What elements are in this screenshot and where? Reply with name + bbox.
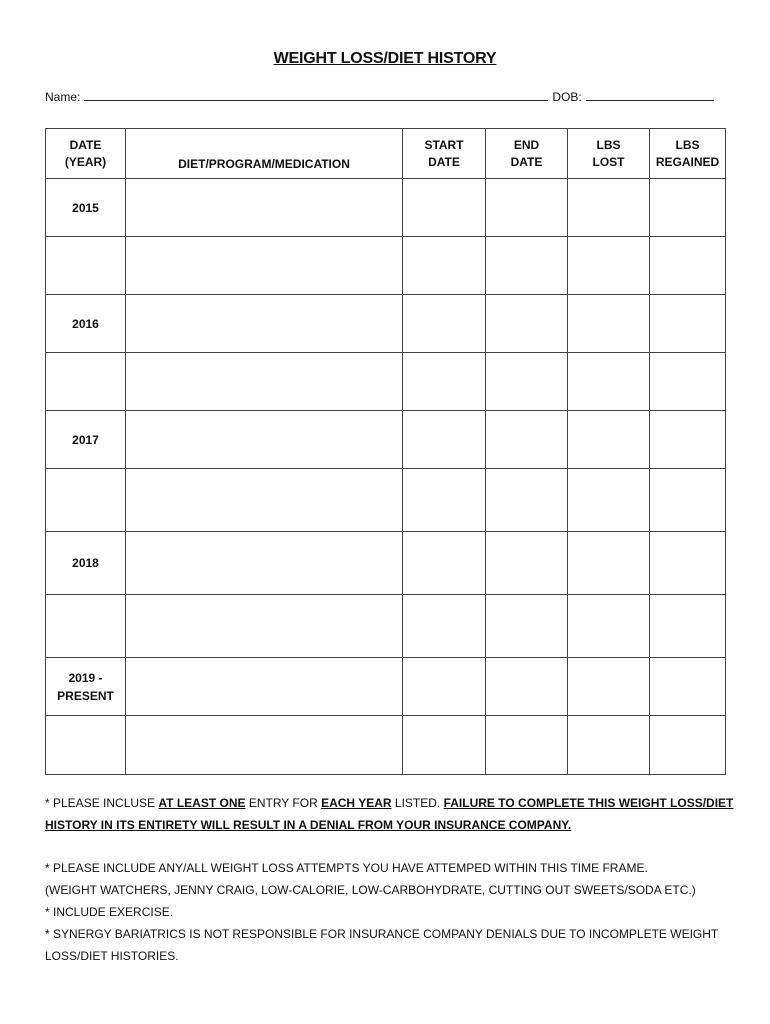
- start-date-cell[interactable]: [403, 532, 486, 595]
- note-disclaimer: * SYNERGY BARIATRICS IS NOT RESPONSIBLE FOR INSURANCE COMPANY DENIALS DUE TO INCOMPLETE WEIGHT LOSS/DIET HISTORIES.: [45, 927, 719, 963]
- header-diet: [126, 129, 403, 179]
- note-entry-requirement: [45, 792, 735, 836]
- name-label: Name:: [45, 90, 81, 104]
- diet-cell[interactable]: [126, 658, 403, 716]
- header-end-date: [486, 129, 568, 179]
- table-row: [46, 469, 726, 532]
- year-line1: 2015: [72, 200, 99, 215]
- start-date-cell[interactable]: [403, 237, 486, 295]
- header-date-line2: (YEAR): [64, 154, 107, 169]
- header-start-date: [403, 129, 486, 179]
- start-date-cell[interactable]: [403, 179, 486, 237]
- year-cell[interactable]: [46, 353, 126, 411]
- start-date-cell[interactable]: [403, 295, 486, 353]
- diet-cell[interactable]: [126, 595, 403, 658]
- lbs-lost-cell[interactable]: [568, 237, 650, 295]
- end-date-cell[interactable]: [486, 716, 568, 775]
- note-include-attempts: * PLEASE INCLUDE ANY/ALL WEIGHT LOSS ATTEMPTS YOU HAVE ATTEMPED WITHIN THIS TIME FRAME.: [45, 861, 648, 875]
- lbs-lost-cell[interactable]: [568, 411, 650, 469]
- end-date-cell[interactable]: [486, 237, 568, 295]
- year-cell[interactable]: [46, 595, 126, 658]
- header-date: [46, 129, 126, 179]
- table-row: [46, 532, 726, 595]
- note-1-at-least-one: AT LEAST ONE: [158, 796, 246, 810]
- end-date-cell[interactable]: [486, 532, 568, 595]
- lbs-lost-cell[interactable]: [568, 179, 650, 237]
- year-line1: 2019 -: [68, 670, 103, 685]
- note-include-exercise: * INCLUDE EXERCISE.: [45, 905, 174, 919]
- note-examples: (WEIGHT WATCHERS, JENNY CRAIG, LOW-CALORIE, LOW-CARBOHYDRATE, CUTTING OUT SWEETS/SODA ETC.): [45, 883, 696, 897]
- year-cell: [46, 532, 126, 595]
- diet-cell[interactable]: [126, 411, 403, 469]
- table-row: [46, 295, 726, 353]
- lbs-lost-cell[interactable]: [568, 469, 650, 532]
- dob-label: DOB:: [552, 90, 582, 104]
- header-end-line2: DATE: [510, 154, 543, 169]
- header-regained-line2: REGAINED: [655, 154, 720, 169]
- lbs-lost-cell[interactable]: [568, 295, 650, 353]
- lbs-regained-cell[interactable]: [650, 469, 726, 532]
- start-date-cell[interactable]: [403, 353, 486, 411]
- note-1-text-e: LISTED.: [391, 796, 444, 810]
- end-date-cell[interactable]: [486, 469, 568, 532]
- diet-cell[interactable]: [126, 179, 403, 237]
- lbs-regained-cell[interactable]: [650, 716, 726, 775]
- lbs-regained-cell[interactable]: [650, 353, 726, 411]
- header-lost-line2: LOST: [592, 154, 625, 169]
- lbs-lost-cell[interactable]: [568, 595, 650, 658]
- end-date-cell[interactable]: [486, 353, 568, 411]
- start-date-cell[interactable]: [403, 469, 486, 532]
- diet-cell[interactable]: [126, 469, 403, 532]
- page-title: WEIGHT LOSS/DIET HISTORY: [273, 50, 497, 67]
- diet-cell[interactable]: [126, 716, 403, 775]
- year-cell: [46, 411, 126, 469]
- lbs-lost-cell[interactable]: [568, 353, 650, 411]
- header-start-line2: DATE: [428, 154, 460, 169]
- year-line2: PRESENT: [57, 688, 114, 703]
- note-1-each-year: EACH YEAR: [321, 796, 392, 810]
- header-start-line1: START: [424, 137, 464, 152]
- end-date-cell[interactable]: [486, 411, 568, 469]
- lbs-lost-cell[interactable]: [568, 532, 650, 595]
- table-row: [46, 716, 726, 775]
- header-lbs-lost: [568, 129, 650, 179]
- lbs-regained-cell[interactable]: [650, 532, 726, 595]
- header-lost-line1: LBS: [596, 137, 621, 152]
- table-row: [46, 237, 726, 295]
- lbs-regained-cell[interactable]: [650, 179, 726, 237]
- lbs-lost-cell[interactable]: [568, 658, 650, 716]
- note-1-text-c: ENTRY FOR: [245, 796, 322, 810]
- note-1-text-a: * PLEASE INCLUSE: [45, 796, 159, 810]
- lbs-regained-cell[interactable]: [650, 658, 726, 716]
- table-row: [46, 595, 726, 658]
- note-1-failure-warning: FAILURE TO COMPLETE THIS WEIGHT LOSS/DIET HISTORY IN ITS ENTIRETY WILL RESULT IN A DENIAL FROM YOUR INSURANCE COMPANY.: [45, 796, 734, 832]
- name-dob-line: [45, 90, 725, 104]
- lbs-lost-cell[interactable]: [568, 716, 650, 775]
- year-cell[interactable]: [46, 469, 126, 532]
- year-cell[interactable]: [46, 237, 126, 295]
- table-row: [46, 411, 726, 469]
- start-date-cell[interactable]: [403, 716, 486, 775]
- instructions-notes: [45, 792, 735, 967]
- year-cell: [46, 179, 126, 237]
- end-date-cell[interactable]: [486, 595, 568, 658]
- table-row: [46, 179, 726, 237]
- year-cell[interactable]: [46, 716, 126, 775]
- lbs-regained-cell[interactable]: [650, 411, 726, 469]
- dob-field[interactable]: [586, 90, 714, 101]
- start-date-cell[interactable]: [403, 658, 486, 716]
- table-row: [46, 353, 726, 411]
- year-cell: [46, 658, 126, 716]
- header-date-line1: DATE: [69, 137, 102, 152]
- year-line1: 2017: [72, 432, 99, 447]
- diet-cell[interactable]: [126, 295, 403, 353]
- lbs-regained-cell[interactable]: [650, 295, 726, 353]
- header-end-line1: END: [513, 137, 540, 152]
- start-date-cell[interactable]: [403, 411, 486, 469]
- year-line1: 2016: [72, 316, 99, 331]
- name-field[interactable]: [84, 90, 548, 101]
- lbs-regained-cell[interactable]: [650, 237, 726, 295]
- header-diet-label: DIET/PROGRAM/MEDICATION: [178, 157, 350, 171]
- start-date-cell[interactable]: [403, 595, 486, 658]
- end-date-cell[interactable]: [486, 295, 568, 353]
- diet-history-table: [45, 128, 726, 775]
- diet-cell[interactable]: [126, 353, 403, 411]
- end-date-cell[interactable]: [486, 658, 568, 716]
- diet-cell[interactable]: [126, 237, 403, 295]
- lbs-regained-cell[interactable]: [650, 595, 726, 658]
- year-cell: [46, 295, 126, 353]
- table-header-row: [46, 129, 726, 179]
- diet-cell[interactable]: [126, 532, 403, 595]
- year-line1: 2018: [72, 556, 99, 570]
- header-regained-line1: LBS: [675, 137, 700, 152]
- header-lbs-regained: [650, 129, 726, 179]
- table-row: [46, 658, 726, 716]
- end-date-cell[interactable]: [486, 179, 568, 237]
